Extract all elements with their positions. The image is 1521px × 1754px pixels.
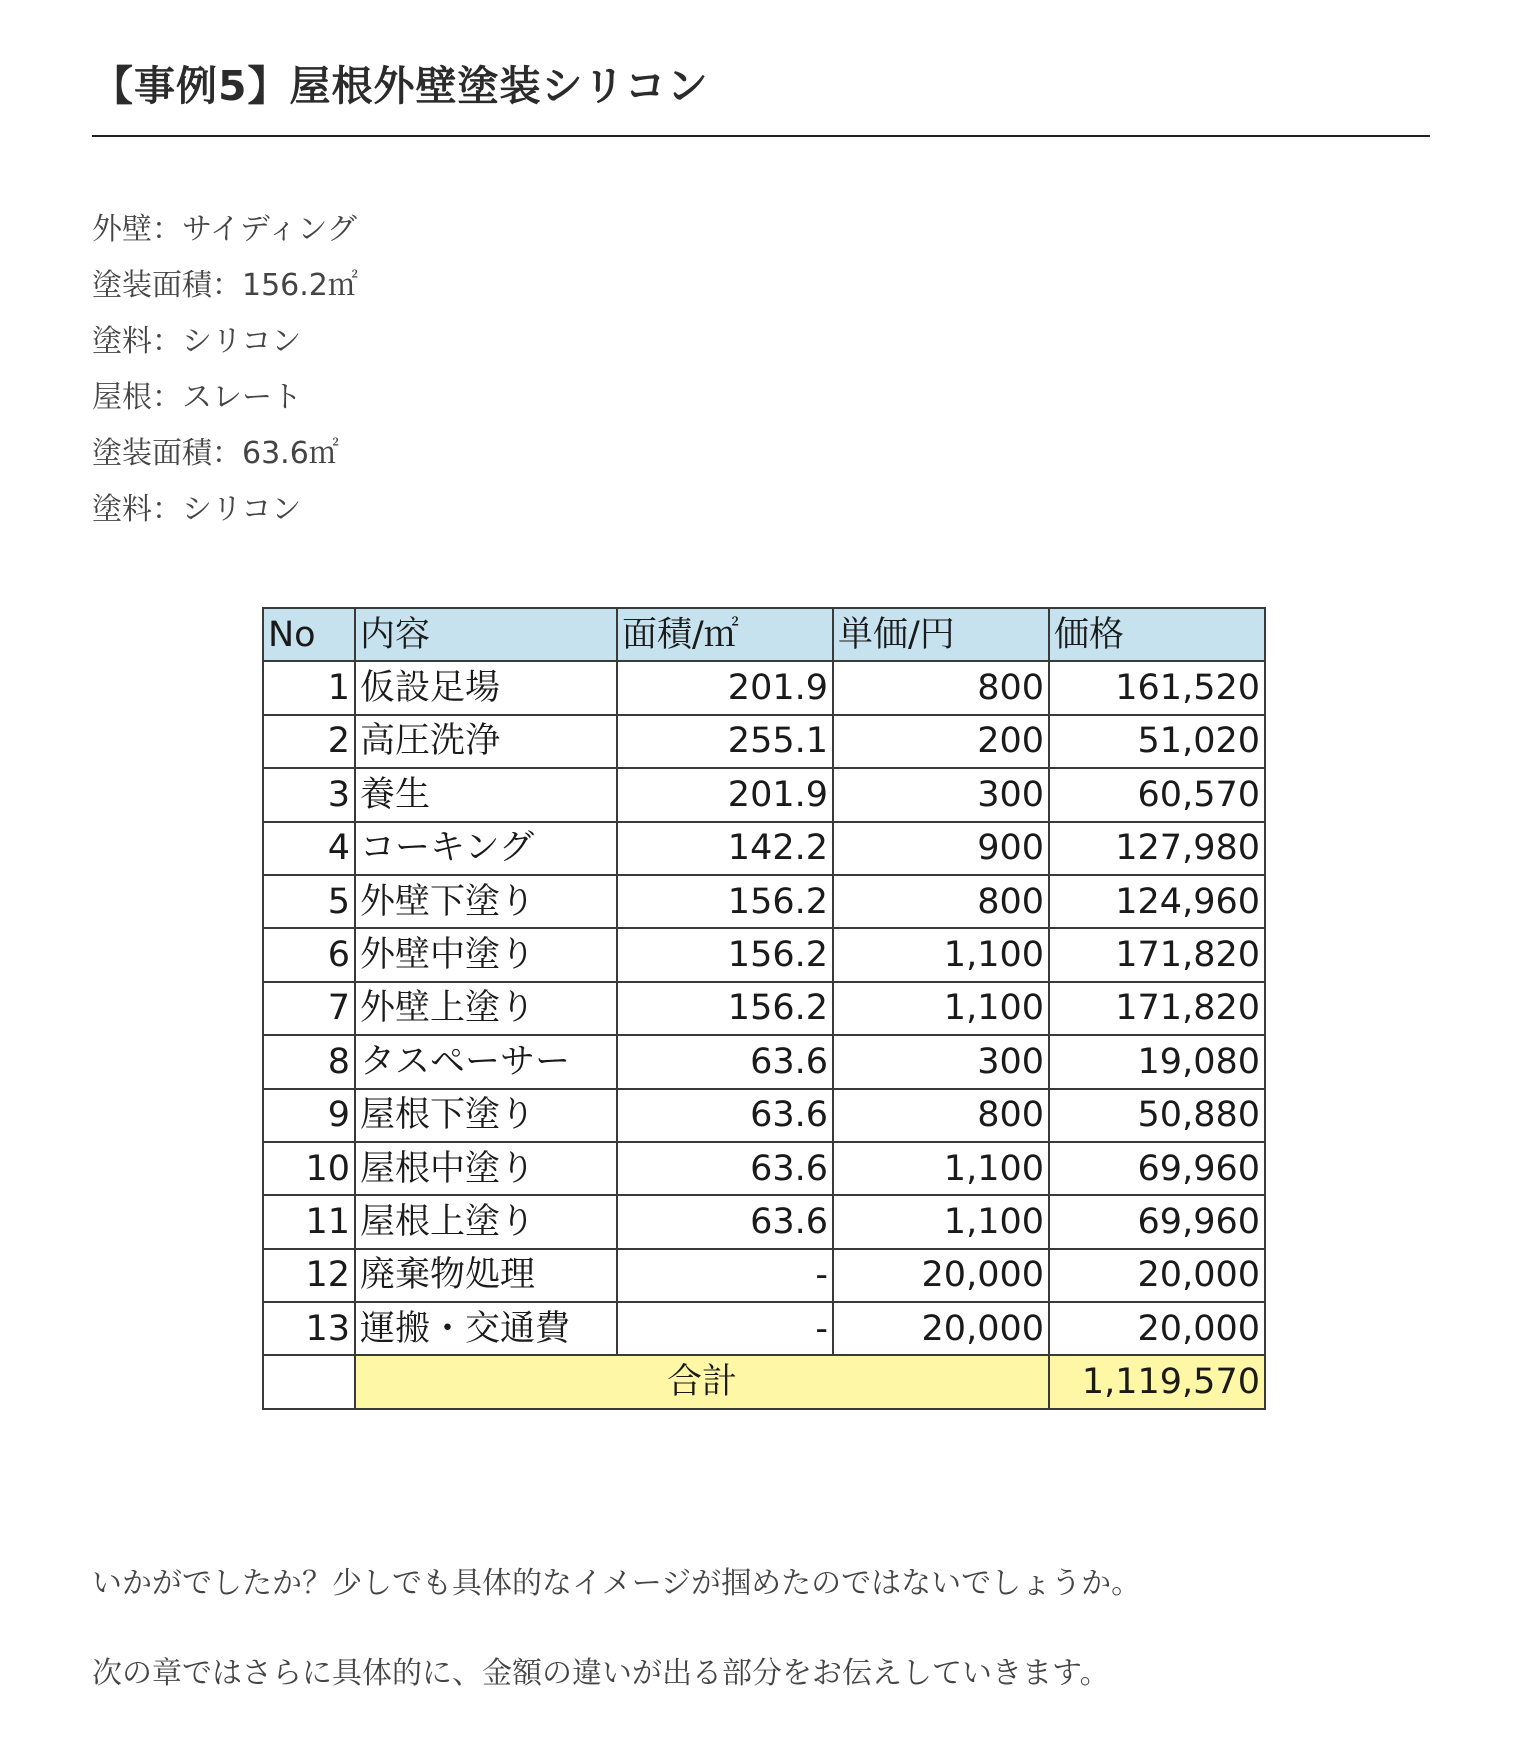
spec-roof: 屋根：スレート [92,380,302,415]
cell-price: 171,820 [1049,982,1265,1035]
cell-item: 屋根下塗り [355,1089,617,1142]
cell-area: - [617,1302,833,1355]
table-row [263,982,1265,1035]
table-row [263,661,1265,714]
table-row [263,1089,1265,1142]
closing-paragraph-1: いかがでしたか？少しでも具体的なイメージが掴めたのではないでしょうか。 [92,1566,1142,1601]
cell-unit-price: 800 [833,661,1049,714]
header-area: 面積/㎡ [617,608,833,661]
cell-price: 51,020 [1049,715,1265,768]
cell-price: 20,000 [1049,1249,1265,1302]
cell-area: 201.9 [617,768,833,821]
cell-no: 5 [263,875,355,928]
cell-item: タスペーサー [355,1035,617,1088]
cell-item: 屋根中塗り [355,1142,617,1195]
cell-item: コーキング [355,822,617,875]
cell-price: 124,960 [1049,875,1265,928]
cell-no: 2 [263,715,355,768]
cell-item: 屋根上塗り [355,1195,617,1248]
spec-wall-area: 塗装面積：156.2㎡ [92,268,358,303]
cell-area: 63.6 [617,1035,833,1088]
table-row [263,715,1265,768]
table-header-row [263,608,1265,661]
cell-item: 外壁中塗り [355,928,617,981]
table-row [263,928,1265,981]
cell-area: 63.6 [617,1089,833,1142]
cell-price: 161,520 [1049,661,1265,714]
cell-area: 142.2 [617,822,833,875]
cell-unit-price: 900 [833,822,1049,875]
cell-price: 127,980 [1049,822,1265,875]
cell-item: 廃棄物処理 [355,1249,617,1302]
cell-no: 7 [263,982,355,1035]
table-row [263,875,1265,928]
header-unit-price: 単価/円 [833,608,1049,661]
cell-unit-price: 300 [833,1035,1049,1088]
cell-no: 13 [263,1302,355,1355]
header-price: 価格 [1049,608,1265,661]
cell-item: 高圧洗浄 [355,715,617,768]
cell-area: 201.9 [617,661,833,714]
cell-no: 3 [263,768,355,821]
cell-price: 69,960 [1049,1195,1265,1248]
cell-unit-price: 800 [833,875,1049,928]
cell-item: 養生 [355,768,617,821]
cell-no: 10 [263,1142,355,1195]
cell-no: 4 [263,822,355,875]
closing-paragraph-2: 次の章ではさらに具体的に、金額の違いが出る部分をお伝えしていきます。 [92,1656,1110,1691]
cell-no: 1 [263,661,355,714]
spec-exterior-wall: 外壁：サイディング [92,212,357,247]
cell-no: 8 [263,1035,355,1088]
table-row [263,1035,1265,1088]
total-empty-cell [263,1355,355,1408]
cell-unit-price: 800 [833,1089,1049,1142]
total-row [263,1355,1265,1408]
cell-item: 外壁上塗り [355,982,617,1035]
cell-no: 6 [263,928,355,981]
cell-no: 9 [263,1089,355,1142]
cell-area: 63.6 [617,1195,833,1248]
table-row [263,1195,1265,1248]
cell-unit-price: 1,100 [833,1142,1049,1195]
cell-unit-price: 1,100 [833,982,1049,1035]
cell-area: 63.6 [617,1142,833,1195]
total-value: 1,119,570 [1049,1355,1265,1408]
cell-unit-price: 300 [833,768,1049,821]
cell-price: 69,960 [1049,1142,1265,1195]
cell-area: 156.2 [617,982,833,1035]
cell-item: 仮設足場 [355,661,617,714]
cell-no: 11 [263,1195,355,1248]
table-row [263,1142,1265,1195]
cell-price: 20,000 [1049,1302,1265,1355]
cell-item: 外壁下塗り [355,875,617,928]
cell-area: 255.1 [617,715,833,768]
header-no: No [263,608,355,661]
cell-unit-price: 200 [833,715,1049,768]
cell-unit-price: 20,000 [833,1249,1049,1302]
table-row [263,1302,1265,1355]
cell-price: 50,880 [1049,1089,1265,1142]
table-row [263,768,1265,821]
spec-wall-paint: 塗料：シリコン [92,324,302,359]
cell-unit-price: 20,000 [833,1302,1049,1355]
table-body [263,661,1265,1355]
total-label: 合計 [355,1355,1049,1408]
cell-area: - [617,1249,833,1302]
table-row [263,1249,1265,1302]
spec-list [92,202,358,538]
page-title: 【事例5】屋根外壁塗装シリコン [92,62,709,110]
cell-price: 19,080 [1049,1035,1265,1088]
cell-unit-price: 1,100 [833,1195,1049,1248]
spec-roof-paint: 塗料：シリコン [92,492,302,527]
cell-no: 12 [263,1249,355,1302]
cell-area: 156.2 [617,875,833,928]
spec-roof-area: 塗装面積：63.6㎡ [92,436,339,471]
cell-price: 171,820 [1049,928,1265,981]
cell-item: 運搬・交通費 [355,1302,617,1355]
header-item: 内容 [355,608,617,661]
estimate-table [262,607,1266,1410]
table-row [263,822,1265,875]
title-divider [92,135,1430,137]
cell-unit-price: 1,100 [833,928,1049,981]
cell-price: 60,570 [1049,768,1265,821]
cell-area: 156.2 [617,928,833,981]
